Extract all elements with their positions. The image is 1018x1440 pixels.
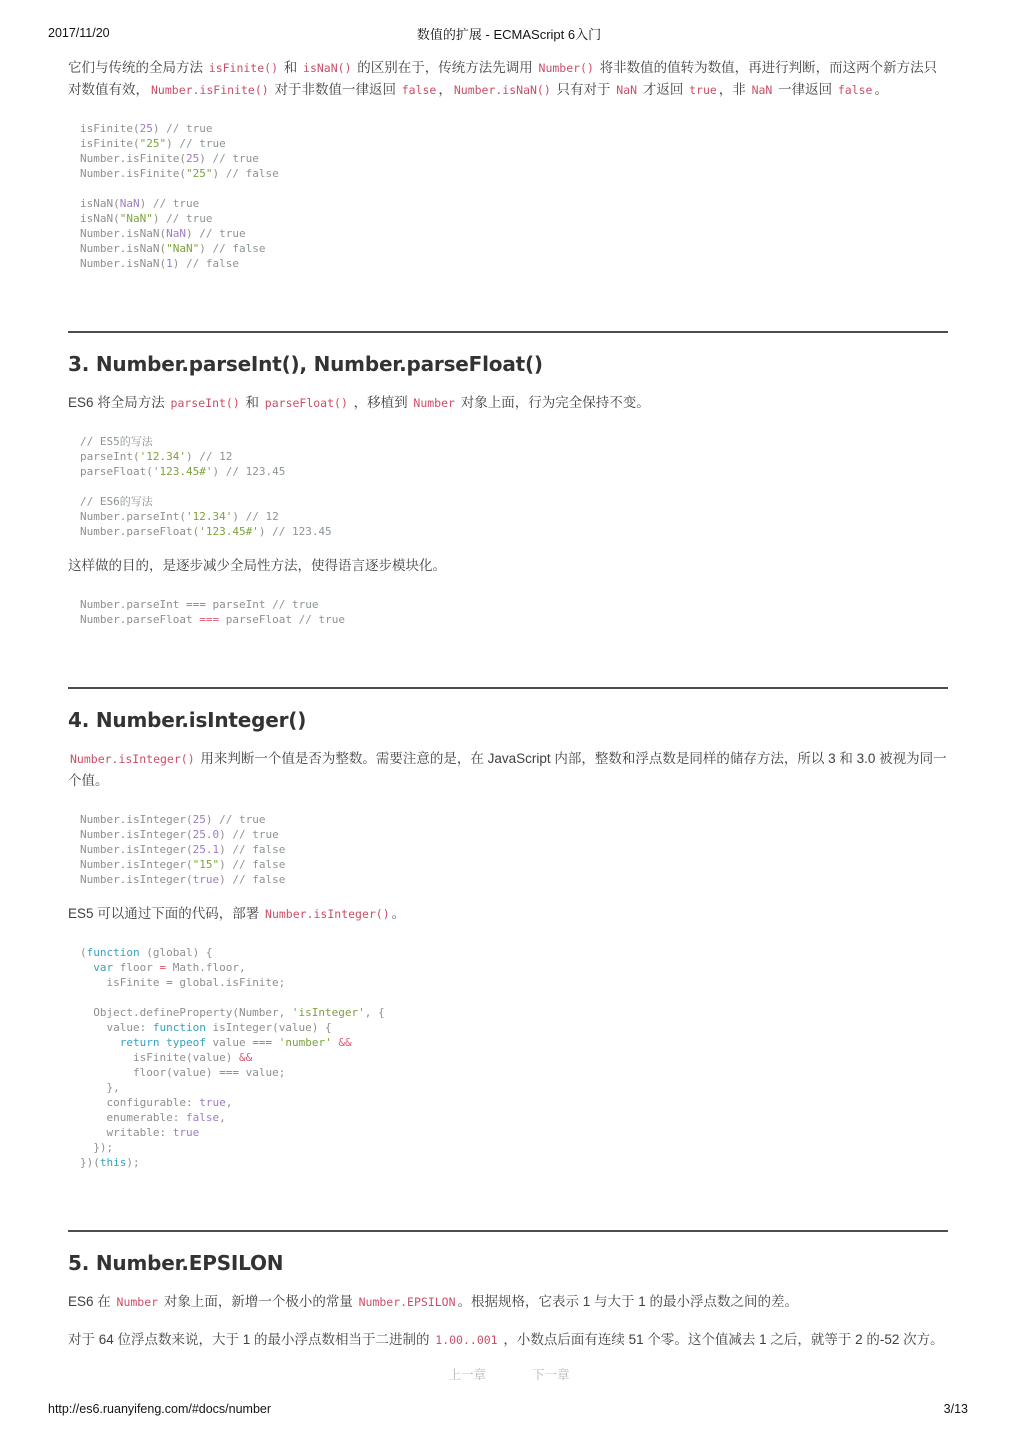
code-line [80,975,948,990]
code-token: ) [199,152,213,165]
page-number: 3/13 [943,1402,968,1416]
code-line [80,166,948,181]
inline-code: NaN [616,83,638,97]
inline-code: false [401,83,437,97]
code-token: // true [166,122,213,135]
paragraph-text: ES5 可以通过下面的代码，部署 [68,906,264,921]
code-token: === [185,598,206,611]
code-token: ( [80,946,87,959]
code-token: value: [80,1021,153,1034]
code-token: // true [152,197,200,210]
code-block [68,597,948,627]
code-token: '12.34' [185,510,233,523]
code-token: // false [232,873,286,886]
paragraph [68,392,948,414]
code-token: var [93,961,114,974]
code-token: ) [199,242,213,255]
code-token: === [219,1066,239,1079]
code-token: ) [205,813,220,826]
code-token: "25" [185,167,213,180]
paragraph [68,1291,948,1313]
inline-code: Number [116,1295,159,1309]
code-token: ) [212,167,226,180]
code-token: ) [152,212,167,225]
code-token: function [86,946,140,959]
code-line [80,827,948,842]
code-line [80,494,948,509]
paragraph-text: 用来判断一个值是否为整数。需要注意的是，在 JavaScript 内部，整数和浮点数是同样的储存方法，所以 3 和 3.0 被视为同一个值。 [68,751,947,788]
paragraph-text: 和 [280,60,302,75]
code-token: // ES6的写法 [80,495,153,508]
code-token: 25.1 [192,843,220,856]
inline-code: isFinite() [208,61,279,75]
paragraph-text: ，非 [718,82,750,97]
code-token: ); [126,1156,140,1169]
code-token: ) [185,450,200,463]
code-token: // 123.45 [225,465,286,478]
chapter-nav [0,1365,1018,1383]
code-line [80,857,948,872]
code-line [80,479,948,494]
code-token: Number.isNaN( [80,242,167,255]
next-chapter-link[interactable]: 下一章 [532,1368,570,1382]
code-line [80,211,948,226]
paragraph-text: ， [438,82,452,97]
code-token: '123.45#' [152,465,213,478]
header-title: 数值的扩展 - ECMAScript 6入门 [416,27,602,42]
section-heading: 3. Number.parseInt(), Number.parseFloat() [68,352,543,376]
paragraph [68,903,948,925]
code-token: = [166,976,173,989]
code-token: parseInt [205,598,273,611]
code-token [272,1036,279,1049]
inline-code: Number.isInteger() [70,752,195,766]
header-date: 2017/11/20 [48,26,110,40]
footer-url: http://es6.ruanyifeng.com/#docs/number [48,1402,272,1416]
code-line [80,597,948,612]
code-token: ) [212,465,226,478]
code-token: Number.parseFloat [80,613,200,626]
section-divider [68,1230,948,1232]
code-line [80,1110,948,1125]
code-token: typeof [166,1036,206,1049]
code-token: '12.34' [139,450,186,463]
code-line [80,1140,948,1155]
section-divider [68,687,948,689]
code-token: NaN [119,197,140,210]
code-line [80,990,948,1005]
code-token: ) [185,227,200,240]
code-token: isFinite(value) [80,1051,239,1064]
code-block [68,945,948,1170]
code-token: Number.isFinite( [80,152,186,165]
code-token: ) [152,122,167,135]
code-token: 25 [139,122,153,135]
code-line [80,181,948,196]
inline-code: parseFloat() [264,396,348,410]
code-line [80,1155,948,1170]
code-line [80,509,948,524]
code-token: parseFloat( [80,465,153,478]
paragraph-text: 。 [391,906,406,921]
code-token: Number.isNaN( [80,227,167,240]
code-token: , [219,1111,226,1124]
code-token: // false [232,843,286,856]
code-line [80,449,948,464]
code-line [80,136,948,151]
code-token: "NaN" [166,242,200,255]
inline-code: isNaN() [303,61,352,75]
inline-code: Number.isNaN() [453,83,551,97]
code-block [68,812,948,887]
code-token: true [192,873,220,886]
paragraph [68,57,948,101]
code-token: Number.isInteger( [80,873,193,886]
code-token: Number.parseFloat( [80,525,200,538]
code-token: floor [113,961,160,974]
code-token: return [119,1036,160,1049]
code-token: parseFloat [219,613,299,626]
code-token: // true [298,613,345,626]
paragraph [68,555,948,577]
code-token: === [252,1036,273,1049]
code-token: Number.parseInt [80,598,186,611]
code-token: // true [166,212,213,225]
code-token [80,1036,120,1049]
code-token: Number.isFinite( [80,167,186,180]
code-token: // false [185,257,239,270]
code-token: (global) { [139,946,213,959]
code-token: // true [232,828,279,841]
code-token: // true [272,598,319,611]
code-token: ) [219,843,233,856]
code-token: "15" [192,858,220,871]
inline-code: true [689,83,717,97]
prev-chapter-link[interactable]: 上一章 [448,1368,486,1382]
code-token: Object.defineProperty(Number, [80,1006,292,1019]
paragraph-text: 和 [241,395,263,410]
inline-code: parseInt() [170,396,240,410]
code-token: ) [219,828,233,841]
paragraph-text: 它们与传统的全局方法 [68,60,207,75]
code-token: isFinite( [80,137,140,150]
code-line [80,151,948,166]
section-heading: 4. Number.isInteger() [68,708,307,732]
paragraph-text: 对象上面，新增一个极小的常量 [160,1294,357,1309]
paragraph-text: ，小数点后面有连续 51 个零。这个值减去 1 之后，就等于 2 的-52 次方。 [499,1332,944,1347]
code-token: parseInt( [80,450,140,463]
section-heading: 5. Number.EPSILON [68,1251,284,1275]
code-token: ) [258,525,273,538]
code-token: Number.isInteger( [80,828,193,841]
page-footer [48,1402,968,1416]
code-token: })( [80,1156,100,1169]
code-line [80,1050,948,1065]
code-token: }); [80,1141,114,1154]
code-line [80,612,948,627]
code-token: isFinite( [80,122,140,135]
inline-code: Number.isFinite() [151,83,269,97]
paragraph-text: 对于非数值一律返回 [270,82,400,97]
code-token: // false [225,167,279,180]
code-token: && [338,1036,352,1049]
code-line [80,256,948,271]
paragraph-text: 一律返回 [774,82,836,97]
paragraph [68,748,948,792]
code-token [80,961,93,974]
code-line [80,464,948,479]
inline-code: false [837,83,873,97]
code-line [80,524,948,539]
code-line [80,196,948,211]
code-token: NaN [166,227,186,240]
paragraph-text: 将非数值的值转为数值，再进行判断，而这两个新方法只对数值有效， [68,60,938,97]
code-token: function [152,1021,206,1034]
code-token: = [159,961,167,974]
code-token: Math.floor, [166,961,246,974]
code-token: configurable: [80,1096,200,1109]
code-token: this [99,1156,127,1169]
paragraph-text: 。 [874,82,888,97]
code-token: "NaN" [119,212,153,225]
code-token: }, [80,1081,120,1094]
code-line [80,842,948,857]
code-line [80,1035,948,1050]
code-line [80,1095,948,1110]
code-line [80,241,948,256]
inline-code: NaN [751,83,773,97]
code-token: // false [232,858,286,871]
code-token: isNaN( [80,212,120,225]
code-token: value [205,1036,253,1049]
code-token: Number.parseInt( [80,510,186,523]
content [68,57,948,1351]
paragraph-text: 只有对于 [552,82,615,97]
code-token: isFinite [80,976,167,989]
inline-code: Number.isInteger() [265,907,390,921]
code-token: Number.isInteger( [80,813,193,826]
code-token: true [199,1096,226,1109]
code-token: , { [364,1006,385,1019]
paragraph [68,1329,948,1351]
code-line [80,872,948,887]
code-line [80,226,948,241]
inline-code: Number.EPSILON [358,1295,456,1309]
code-block [68,121,948,271]
code-token: // true [179,137,226,150]
code-token: // true [199,227,246,240]
code-token: value; [238,1066,286,1079]
code-line [80,812,948,827]
code-token: === [199,613,220,626]
code-token: ) [219,858,233,871]
code-token: ) [219,873,233,886]
code-line [80,1080,948,1095]
code-token: // 12 [199,450,233,463]
code-token: '123.45#' [199,525,259,538]
code-token: ) [166,137,180,150]
code-token: isInteger(value) { [205,1021,332,1034]
code-token: ) [172,257,186,270]
code-token: 1 [166,257,173,270]
code-token: // true [212,152,259,165]
paragraph-text: 。根据规格，它表示 1 与大于 1 的最小浮点数之间的差。 [457,1294,799,1309]
code-token: Number.isInteger( [80,858,193,871]
page-header [0,0,1018,41]
paragraph-text: 这样做的目的，是逐步减少全局性方法，使得语言逐步模块化。 [68,558,446,573]
code-line [80,1065,948,1080]
code-token: // 123.45 [272,525,332,538]
code-line [80,1125,948,1140]
inline-code: 1.00..001 [435,1333,498,1347]
paragraph-text: 才返回 [639,82,688,97]
code-token: 'isInteger' [291,1006,365,1019]
code-token: global.isFinite; [172,976,286,989]
code-token: Number.isNaN( [80,257,167,270]
code-token: // false [212,242,266,255]
code-token: false [185,1111,220,1124]
code-token: , [225,1096,233,1109]
inline-code: Number [413,396,455,410]
section-divider [68,331,948,333]
paragraph-text: 对于 64 位浮点数来说，大于 1 的最小浮点数相当于二进制的 [68,1332,434,1347]
code-token: ) [139,197,153,210]
code-token: // ES5的写法 [80,435,153,448]
code-line [80,960,948,975]
paragraph-text: ，移植到 [349,395,412,410]
code-token: "25" [139,137,167,150]
code-token: 25.0 [192,828,220,841]
code-block [68,434,948,539]
code-token: enumerable: [80,1111,186,1124]
code-token: true [172,1126,200,1139]
code-token: writable: [80,1126,173,1139]
code-line [80,1020,948,1035]
paragraph-text: 对象上面，行为完全保持不变。 [456,395,650,410]
code-token: // true [219,813,266,826]
code-token: 25 [185,152,200,165]
code-token: 25 [192,813,206,826]
code-line [80,121,948,136]
code-token: floor(value) [80,1066,220,1079]
code-line [80,945,948,960]
code-token: ) [232,510,246,523]
paragraph-text: ES6 在 [68,1294,115,1309]
code-token: // 12 [245,510,279,523]
code-token: Number.isInteger( [80,843,193,856]
code-token: && [238,1051,253,1064]
paragraph-text: 的区别在于，传统方法先调用 [353,60,537,75]
paragraph-text: ES6 将全局方法 [68,395,169,410]
code-token: 'number' [278,1036,332,1049]
code-line [80,1005,948,1020]
code-line [80,434,948,449]
code-token: isNaN( [80,197,120,210]
inline-code: Number() [538,61,594,75]
